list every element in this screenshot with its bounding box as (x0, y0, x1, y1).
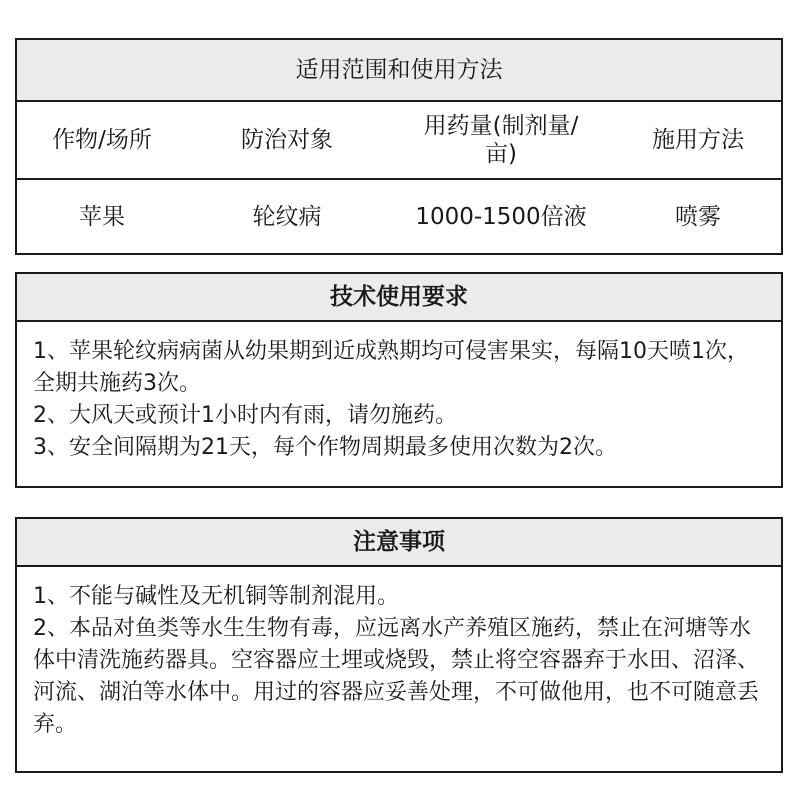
table-row (17, 180, 781, 253)
cell-method: 喷雾 (675, 203, 721, 230)
cell-target: 轮纹病 (252, 203, 322, 230)
technical-requirements-list (17, 322, 781, 464)
column-header-target: 防治对象 (241, 127, 333, 153)
list-item: 3、安全间隔期为21天，每个作物周期最多使用次数为2次。 (33, 435, 617, 460)
precautions-list (17, 567, 781, 741)
usage-table-title: 适用范围和使用方法 (17, 40, 781, 102)
column-header-crop: 作物/场所 (52, 127, 152, 153)
usage-table (15, 38, 783, 255)
list-item: 2、本品对鱼类等水生生物有毒，应远离水产养殖区施药，禁止在河塘等水体中清洗施药器具。空容器应土埋或烧毁，禁止将空容器弃于水田、沼泽、河流、湖泊等水体中。用过的容器应妥善处理，不可做他用，也不可随意丢弃。 (33, 616, 760, 737)
list-item: 1、不能与碱性及无机铜等制剂混用。 (33, 584, 399, 609)
column-header-method: 施用方法 (652, 127, 744, 153)
technical-requirements-section (15, 272, 783, 488)
technical-requirements-title: 技术使用要求 (17, 274, 781, 322)
list-item: 1、苹果轮纹病病菌从幼果期到近成熟期均可侵害果实，每隔10天喷1次，全期共施药3次。 (33, 339, 749, 396)
column-header-dosage: 用药量(制剂量/亩) (423, 113, 579, 167)
usage-table-header-row (17, 102, 781, 180)
cell-crop: 苹果 (79, 203, 125, 230)
cell-dosage: 1000-1500倍液 (415, 203, 587, 230)
precautions-section (15, 517, 783, 773)
precautions-title: 注意事项 (17, 519, 781, 567)
list-item: 2、大风天或预计1小时内有雨，请勿施药。 (33, 403, 457, 428)
